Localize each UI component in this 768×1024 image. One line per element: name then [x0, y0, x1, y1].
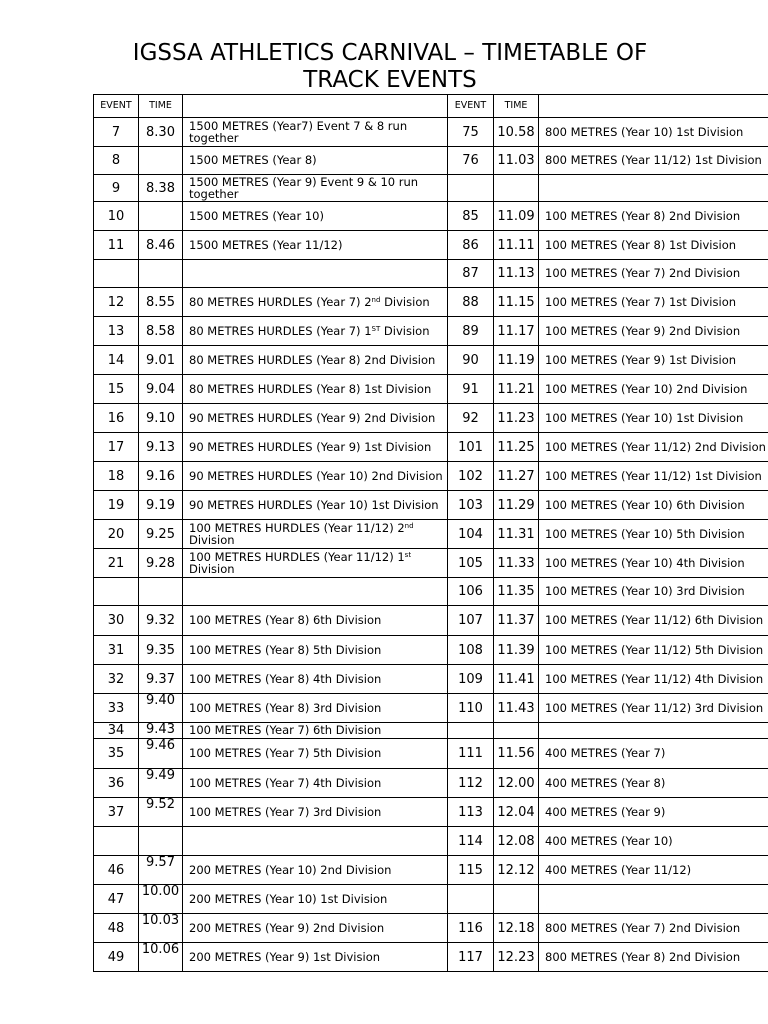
table-row	[94, 317, 768, 346]
event-number: 35	[94, 739, 139, 769]
event-description: 100 METRES (Year 7) 6th Division	[183, 723, 448, 739]
event-description: 200 METRES (Year 9) 2nd Division	[183, 914, 448, 943]
event-number-2: 107	[448, 606, 494, 636]
event-number: 12	[94, 288, 139, 317]
event-time-2	[494, 723, 539, 739]
event-number-2: 88	[448, 288, 494, 317]
event-time	[139, 827, 183, 856]
event-description-text: 100 METRES HURDLES (Year 11/12) 2	[189, 520, 405, 535]
table-row	[94, 491, 768, 520]
event-description-2: 400 METRES (Year 7)	[539, 739, 768, 769]
event-time	[139, 202, 183, 231]
event-number: 17	[94, 433, 139, 462]
table-row	[94, 943, 768, 972]
event-description: 1500 METRES (Year 10)	[183, 202, 448, 231]
event-time: 8.58	[139, 317, 183, 346]
event-number-2: 103	[448, 491, 494, 520]
event-number-2: 109	[448, 665, 494, 694]
event-number-2: 91	[448, 375, 494, 404]
event-number-2: 112	[448, 769, 494, 798]
table-row	[94, 118, 768, 147]
event-time-2: 12.18	[494, 914, 539, 943]
event-description	[183, 520, 448, 549]
event-time-2: 12.00	[494, 769, 539, 798]
event-number: 10	[94, 202, 139, 231]
event-number-2: 105	[448, 549, 494, 578]
event-description-2: 100 METRES (Year 11/12) 6th Division	[539, 606, 768, 636]
event-number-2: 115	[448, 856, 494, 885]
table-row	[94, 723, 768, 739]
event-number: 20	[94, 520, 139, 549]
event-description-2: 100 METRES (Year 10) 5th Division	[539, 520, 768, 549]
event-number-2	[448, 885, 494, 914]
event-number: 18	[94, 462, 139, 491]
event-time: 9.16	[139, 462, 183, 491]
table-row	[94, 798, 768, 827]
event-number: 33	[94, 694, 139, 723]
event-time-2: 11.56	[494, 739, 539, 769]
event-description-2	[539, 175, 768, 202]
event-description-2: 100 METRES (Year 8) 2nd Division	[539, 202, 768, 231]
table-row	[94, 885, 768, 914]
event-description-2: 100 METRES (Year 8) 1st Division	[539, 231, 768, 260]
event-time: 9.10	[139, 404, 183, 433]
event-time-2: 11.29	[494, 491, 539, 520]
header-blank-2	[539, 95, 768, 118]
event-description-2: 100 METRES (Year 9) 2nd Division	[539, 317, 768, 346]
table-row	[94, 636, 768, 665]
table-row	[94, 914, 768, 943]
event-number: 21	[94, 549, 139, 578]
table-row	[94, 827, 768, 856]
event-description: 200 METRES (Year 9) 1st Division	[183, 943, 448, 972]
table-row	[94, 375, 768, 404]
event-number-2: 90	[448, 346, 494, 375]
event-description-2	[539, 723, 768, 739]
event-time: 9.13	[139, 433, 183, 462]
event-description-2: 100 METRES (Year 10) 6th Division	[539, 491, 768, 520]
table-row	[94, 606, 768, 636]
table-row	[94, 769, 768, 798]
event-number: 37	[94, 798, 139, 827]
event-description	[183, 260, 448, 288]
event-number: 13	[94, 317, 139, 346]
event-description-2: 100 METRES (Year 11/12) 5th Division	[539, 636, 768, 665]
event-description: 1500 METRES (Year7) Event 7 & 8 run together	[183, 118, 448, 147]
event-time-2: 11.43	[494, 694, 539, 723]
event-number: 9	[94, 175, 139, 202]
timetable-body	[94, 95, 768, 972]
event-number-2: 114	[448, 827, 494, 856]
event-description: 90 METRES HURDLES (Year 9) 2nd Division	[183, 404, 448, 433]
event-number: 14	[94, 346, 139, 375]
event-description-2: 400 METRES (Year 11/12)	[539, 856, 768, 885]
event-description-2: 400 METRES (Year 10)	[539, 827, 768, 856]
event-time: 8.38	[139, 175, 183, 202]
table-row	[94, 665, 768, 694]
event-number-2: 101	[448, 433, 494, 462]
event-time: 8.55	[139, 288, 183, 317]
page-title: IGSSA ATHLETICS CARNIVAL – TIMETABLE OF TRACK EVENTS	[132, 40, 648, 93]
event-description-2: 100 METRES (Year 11/12) 2nd Division	[539, 433, 768, 462]
event-time-2: 12.23	[494, 943, 539, 972]
event-time: 9.25	[139, 520, 183, 549]
event-time-2	[494, 885, 539, 914]
event-description-tail: Division	[189, 562, 235, 576]
event-description-2: 100 METRES (Year 10) 3rd Division	[539, 578, 768, 606]
event-number-2: 87	[448, 260, 494, 288]
event-number-2	[448, 723, 494, 739]
event-time	[139, 260, 183, 288]
event-description-2: 100 METRES (Year 11/12) 3rd Division	[539, 694, 768, 723]
event-number: 48	[94, 914, 139, 943]
event-number-2: 104	[448, 520, 494, 549]
event-time-2: 11.39	[494, 636, 539, 665]
event-number: 34	[94, 723, 139, 739]
event-number-2: 117	[448, 943, 494, 972]
event-description: 90 METRES HURDLES (Year 9) 1st Division	[183, 433, 448, 462]
table-row	[94, 346, 768, 375]
table-row	[94, 231, 768, 260]
event-time: 9.37	[139, 665, 183, 694]
table-row	[94, 288, 768, 317]
event-number-2: 89	[448, 317, 494, 346]
header-event: EVENT	[94, 95, 139, 118]
event-description: 1500 METRES (Year 11/12)	[183, 231, 448, 260]
event-time-2	[494, 175, 539, 202]
event-time-2: 12.04	[494, 798, 539, 827]
event-time-2: 11.11	[494, 231, 539, 260]
table-row	[94, 578, 768, 606]
event-number: 49	[94, 943, 139, 972]
event-description-2: 800 METRES (Year 10) 1st Division	[539, 118, 768, 147]
event-description: 200 METRES (Year 10) 2nd Division	[183, 856, 448, 885]
event-description-2: 400 METRES (Year 8)	[539, 769, 768, 798]
event-time-2: 11.33	[494, 549, 539, 578]
header-blank	[183, 95, 448, 118]
event-description	[183, 827, 448, 856]
event-number-2: 85	[448, 202, 494, 231]
table-row	[94, 147, 768, 175]
event-time: 9.46	[139, 739, 183, 769]
event-time-2: 11.19	[494, 346, 539, 375]
event-number-2: 86	[448, 231, 494, 260]
event-number-2: 102	[448, 462, 494, 491]
table-row	[94, 694, 768, 723]
event-time: 9.19	[139, 491, 183, 520]
table-row	[94, 175, 768, 202]
event-description-tail: Division	[189, 533, 235, 547]
table-row	[94, 433, 768, 462]
table-row	[94, 856, 768, 885]
event-number: 46	[94, 856, 139, 885]
event-time	[139, 147, 183, 175]
event-description-2: 800 METRES (Year 7) 2nd Division	[539, 914, 768, 943]
table-row	[94, 549, 768, 578]
event-time: 9.28	[139, 549, 183, 578]
event-time-2: 11.17	[494, 317, 539, 346]
event-description	[183, 578, 448, 606]
event-description-text: 80 METRES HURDLES (Year 7) 1	[189, 323, 372, 338]
event-time-2: 11.37	[494, 606, 539, 636]
event-number-2: 106	[448, 578, 494, 606]
event-time: 8.30	[139, 118, 183, 147]
event-description: 80 METRES HURDLES (Year 8) 2nd Division	[183, 346, 448, 375]
event-description: 100 METRES (Year 8) 3rd Division	[183, 694, 448, 723]
event-time: 9.35	[139, 636, 183, 665]
event-number: 19	[94, 491, 139, 520]
event-number-2: 113	[448, 798, 494, 827]
event-time-2: 11.13	[494, 260, 539, 288]
table-row	[94, 404, 768, 433]
event-description-text: 80 METRES HURDLES (Year 7) 2	[189, 294, 372, 309]
event-number	[94, 578, 139, 606]
event-number: 11	[94, 231, 139, 260]
event-number: 32	[94, 665, 139, 694]
event-description: 100 METRES (Year 8) 6th Division	[183, 606, 448, 636]
event-number-2: 116	[448, 914, 494, 943]
event-number-2	[448, 175, 494, 202]
event-time-2: 11.23	[494, 404, 539, 433]
event-number-2: 76	[448, 147, 494, 175]
event-time	[139, 578, 183, 606]
event-number: 36	[94, 769, 139, 798]
event-number-2: 108	[448, 636, 494, 665]
event-description: 90 METRES HURDLES (Year 10) 2nd Division	[183, 462, 448, 491]
event-description: 100 METRES (Year 7) 5th Division	[183, 739, 448, 769]
event-description: 100 METRES (Year 7) 3rd Division	[183, 798, 448, 827]
event-time-2: 11.41	[494, 665, 539, 694]
event-number: 30	[94, 606, 139, 636]
event-time: 9.40	[139, 694, 183, 723]
event-description: 90 METRES HURDLES (Year 10) 1st Division	[183, 491, 448, 520]
ordinal-suffix: ST	[371, 324, 381, 333]
ordinal-suffix: nd	[404, 521, 414, 530]
event-time: 8.46	[139, 231, 183, 260]
event-description-2: 100 METRES (Year 10) 2nd Division	[539, 375, 768, 404]
event-time: 9.32	[139, 606, 183, 636]
ordinal-suffix: st	[404, 550, 412, 559]
event-description-2	[539, 885, 768, 914]
event-time-2: 11.15	[494, 288, 539, 317]
event-time: 9.01	[139, 346, 183, 375]
event-number-2: 111	[448, 739, 494, 769]
event-description: 100 METRES (Year 8) 4th Division	[183, 665, 448, 694]
event-description: 1500 METRES (Year 9) Event 9 & 10 run together	[183, 175, 448, 202]
event-time-2: 11.35	[494, 578, 539, 606]
event-number: 47	[94, 885, 139, 914]
table-row	[94, 202, 768, 231]
timetable	[93, 94, 768, 972]
event-time-2: 11.09	[494, 202, 539, 231]
event-description: 1500 METRES (Year 8)	[183, 147, 448, 175]
event-description: 200 METRES (Year 10) 1st Division	[183, 885, 448, 914]
event-time-2: 11.21	[494, 375, 539, 404]
header-event-2: EVENT	[448, 95, 494, 118]
event-number	[94, 827, 139, 856]
event-description-tail: Division	[380, 323, 430, 338]
event-time-2: 11.25	[494, 433, 539, 462]
event-description-2: 100 METRES (Year 10) 4th Division	[539, 549, 768, 578]
table-row	[94, 462, 768, 491]
table-row	[94, 520, 768, 549]
event-description-2: 100 METRES (Year 11/12) 4th Division	[539, 665, 768, 694]
header-time: TIME	[139, 95, 183, 118]
event-time: 10.06	[139, 943, 183, 972]
event-time: 10.00	[139, 885, 183, 914]
event-time: 9.04	[139, 375, 183, 404]
event-description-2: 100 METRES (Year 11/12) 1st Division	[539, 462, 768, 491]
event-description-2: 800 METRES (Year 11/12) 1st Division	[539, 147, 768, 175]
event-description-2: 100 METRES (Year 7) 2nd Division	[539, 260, 768, 288]
event-number	[94, 260, 139, 288]
table-row	[94, 260, 768, 288]
event-number: 7	[94, 118, 139, 147]
event-description-2: 100 METRES (Year 10) 1st Division	[539, 404, 768, 433]
event-number: 31	[94, 636, 139, 665]
ordinal-suffix: nd	[371, 295, 381, 304]
event-time: 9.43	[139, 723, 183, 739]
event-description	[183, 288, 448, 317]
event-description: 100 METRES (Year 8) 5th Division	[183, 636, 448, 665]
event-description	[183, 317, 448, 346]
event-time: 9.57	[139, 856, 183, 885]
event-description-2: 400 METRES (Year 9)	[539, 798, 768, 827]
event-description-2: 100 METRES (Year 7) 1st Division	[539, 288, 768, 317]
event-time-2: 12.08	[494, 827, 539, 856]
event-number-2: 92	[448, 404, 494, 433]
event-number-2: 110	[448, 694, 494, 723]
event-description: 80 METRES HURDLES (Year 8) 1st Division	[183, 375, 448, 404]
event-number: 8	[94, 147, 139, 175]
event-time: 9.52	[139, 798, 183, 827]
event-number: 15	[94, 375, 139, 404]
event-time: 10.03	[139, 914, 183, 943]
header-row	[94, 95, 768, 118]
event-time-2: 11.31	[494, 520, 539, 549]
table-row	[94, 739, 768, 769]
event-description: 100 METRES (Year 7) 4th Division	[183, 769, 448, 798]
event-time-2: 12.12	[494, 856, 539, 885]
event-description-tail: Division	[380, 294, 430, 309]
event-time-2: 11.27	[494, 462, 539, 491]
event-time-2: 10.58	[494, 118, 539, 147]
event-number: 16	[94, 404, 139, 433]
event-time-2: 11.03	[494, 147, 539, 175]
event-number-2: 75	[448, 118, 494, 147]
header-time-2: TIME	[494, 95, 539, 118]
event-description-2: 800 METRES (Year 8) 2nd Division	[539, 943, 768, 972]
event-description-text: 100 METRES HURDLES (Year 11/12) 1	[189, 549, 405, 564]
event-description	[183, 549, 448, 578]
event-time: 9.49	[139, 769, 183, 798]
event-description-2: 100 METRES (Year 9) 1st Division	[539, 346, 768, 375]
